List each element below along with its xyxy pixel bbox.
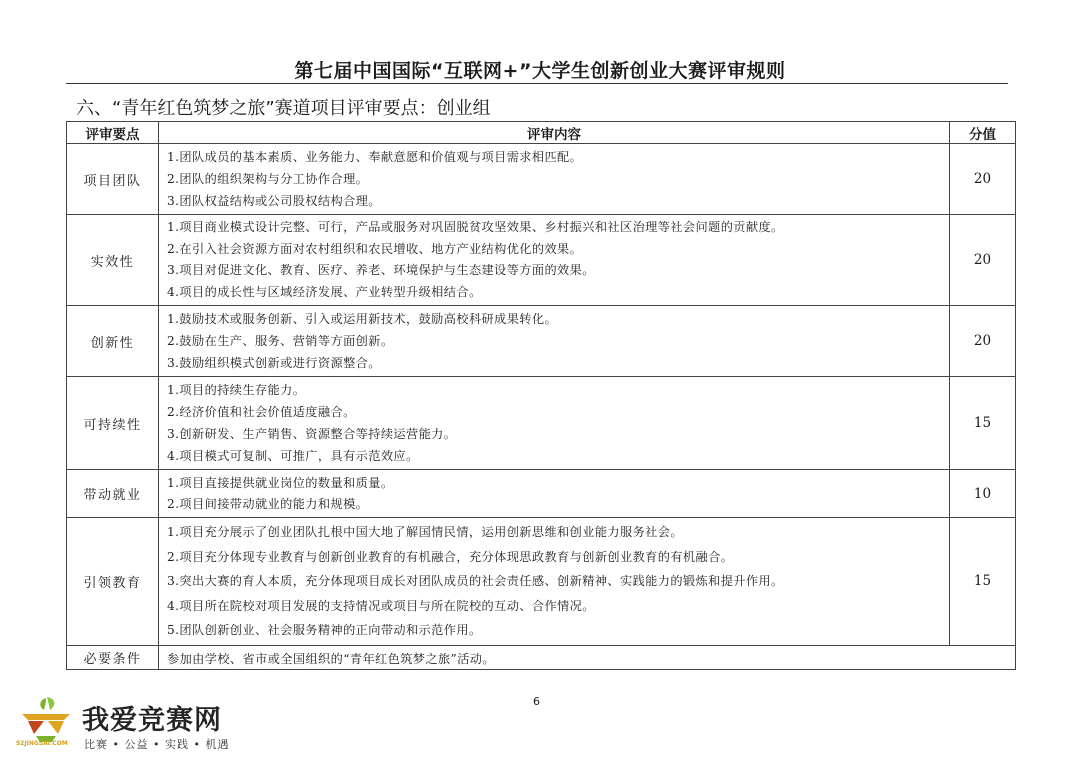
score-cell: 20	[950, 215, 1016, 306]
brand-tagline: 比赛 • 公益 • 实践 • 机遇	[84, 738, 230, 751]
page-number: 6	[533, 695, 540, 708]
criterion-cell: 带动就业	[67, 470, 159, 518]
list-item: 2.团队的组织架构与分工协作合理。	[167, 172, 369, 186]
criterion-cell: 创新性	[67, 306, 159, 377]
score-cell: 10	[950, 470, 1016, 518]
table-row	[67, 306, 1016, 377]
list-item: 3.鼓励组织模式创新或进行资源整合。	[167, 356, 381, 370]
document-title: 第七届中国国际“互联网+”大学生创新创业大赛评审规则	[294, 60, 786, 82]
score-cell: 20	[950, 144, 1016, 215]
list-item: 2.项目间接带动就业的能力和规模。	[167, 496, 369, 511]
list-item: 2.鼓励在生产、服务、营销等方面创新。	[167, 334, 394, 348]
title-divider	[66, 83, 1008, 84]
table-body	[67, 144, 1016, 670]
content-cell	[159, 470, 950, 518]
requirement-cell	[159, 645, 1016, 669]
list-item: 1.项目充分展示了创业团队扎根中国大地了解国情民情，运用创新思维和创业能力服务社会。	[167, 525, 683, 539]
criterion-cell: 可持续性	[67, 377, 159, 470]
site-logo	[14, 694, 254, 754]
content-cell	[159, 377, 950, 470]
section-heading: 六、“青年红色筑梦之旅”赛道项目评审要点：创业组	[76, 98, 491, 119]
list-item: 2.在引入社会资源方面对农村组织和农民增收、地方产业结构优化的效果。	[167, 241, 583, 256]
list-item: 3.团队权益结构或公司股权结构合理。	[167, 194, 381, 208]
list-item: 1.团队成员的基本素质、业务能力、奉献意愿和价值观与项目需求相匹配。	[167, 150, 583, 164]
brand-name: 我爱竞赛网	[82, 705, 222, 736]
score-cell: 20	[950, 306, 1016, 377]
criterion-cell: 实效性	[67, 215, 159, 306]
list-item: 1.项目的持续生存能力。	[167, 383, 306, 397]
list-item: 2.经济价值和社会价值适度融合。	[167, 405, 356, 419]
list-item: 3.突出大赛的育人本质，充分体现项目成长对团队成员的社会责任感、创新精神、实践能力的锻炼和提升作用。	[167, 574, 784, 588]
list-item: 1.项目直接提供就业岗位的数量和质量。	[167, 475, 394, 490]
requirement-row	[67, 645, 1016, 669]
content-cell	[159, 518, 950, 646]
table-row	[67, 470, 1016, 518]
list-item: 4.项目所在院校对项目发展的支持情况或项目与所在院校的互动、合作情况。	[167, 598, 595, 613]
table-header-row	[67, 122, 1016, 144]
header-content: 评审内容	[159, 122, 950, 144]
list-item: 3.项目对促进文化、教育、医疗、养老、环境保护与生态建设等方面的效果。	[167, 263, 595, 277]
list-item: 1.项目商业模式设计完整、可行，产品或服务对巩固脱贫攻坚效果、乡村振兴和社区治理等社会问题的贡献度。	[167, 220, 784, 234]
list-item: 2.项目充分体现专业教育与创新创业教育的有机融合，充分体现思政教育与创新创业教育的有机融合。	[167, 549, 734, 564]
list-item: 1.鼓励技术或服务创新、引入或运用新技术，鼓励高校科研成果转化。	[167, 312, 558, 326]
criterion-cell: 项目团队	[67, 144, 159, 215]
list-item: 4.项目模式可复制、可推广，具有示范效应。	[167, 449, 419, 463]
evaluation-table	[66, 121, 1016, 670]
header-score: 分值	[950, 122, 1016, 144]
requirement-text: 参加由学校、省市或全国组织的“青年红色筑梦之旅”活动。	[167, 651, 495, 666]
brand-url: 52JINGSAI.COM	[16, 740, 68, 747]
list-item: 3.创新研发、生产销售、资源整合等持续运营能力。	[167, 427, 457, 441]
header-criterion: 评审要点	[67, 122, 159, 144]
list-item: 4.项目的成长性与区域经济发展、产业转型升级相结合。	[167, 284, 482, 299]
list-item: 5.团队创新创业、社会服务精神的正向带动和示范作用。	[167, 623, 482, 637]
table-row	[67, 518, 1016, 646]
criterion-cell: 必要条件	[67, 645, 159, 669]
content-cell	[159, 144, 950, 215]
table-row	[67, 377, 1016, 470]
content-cell	[159, 306, 950, 377]
content-cell	[159, 215, 950, 306]
table-row	[67, 144, 1016, 215]
criterion-cell: 引领教育	[67, 518, 159, 646]
score-cell: 15	[950, 518, 1016, 646]
score-cell: 15	[950, 377, 1016, 470]
table-row	[67, 215, 1016, 306]
